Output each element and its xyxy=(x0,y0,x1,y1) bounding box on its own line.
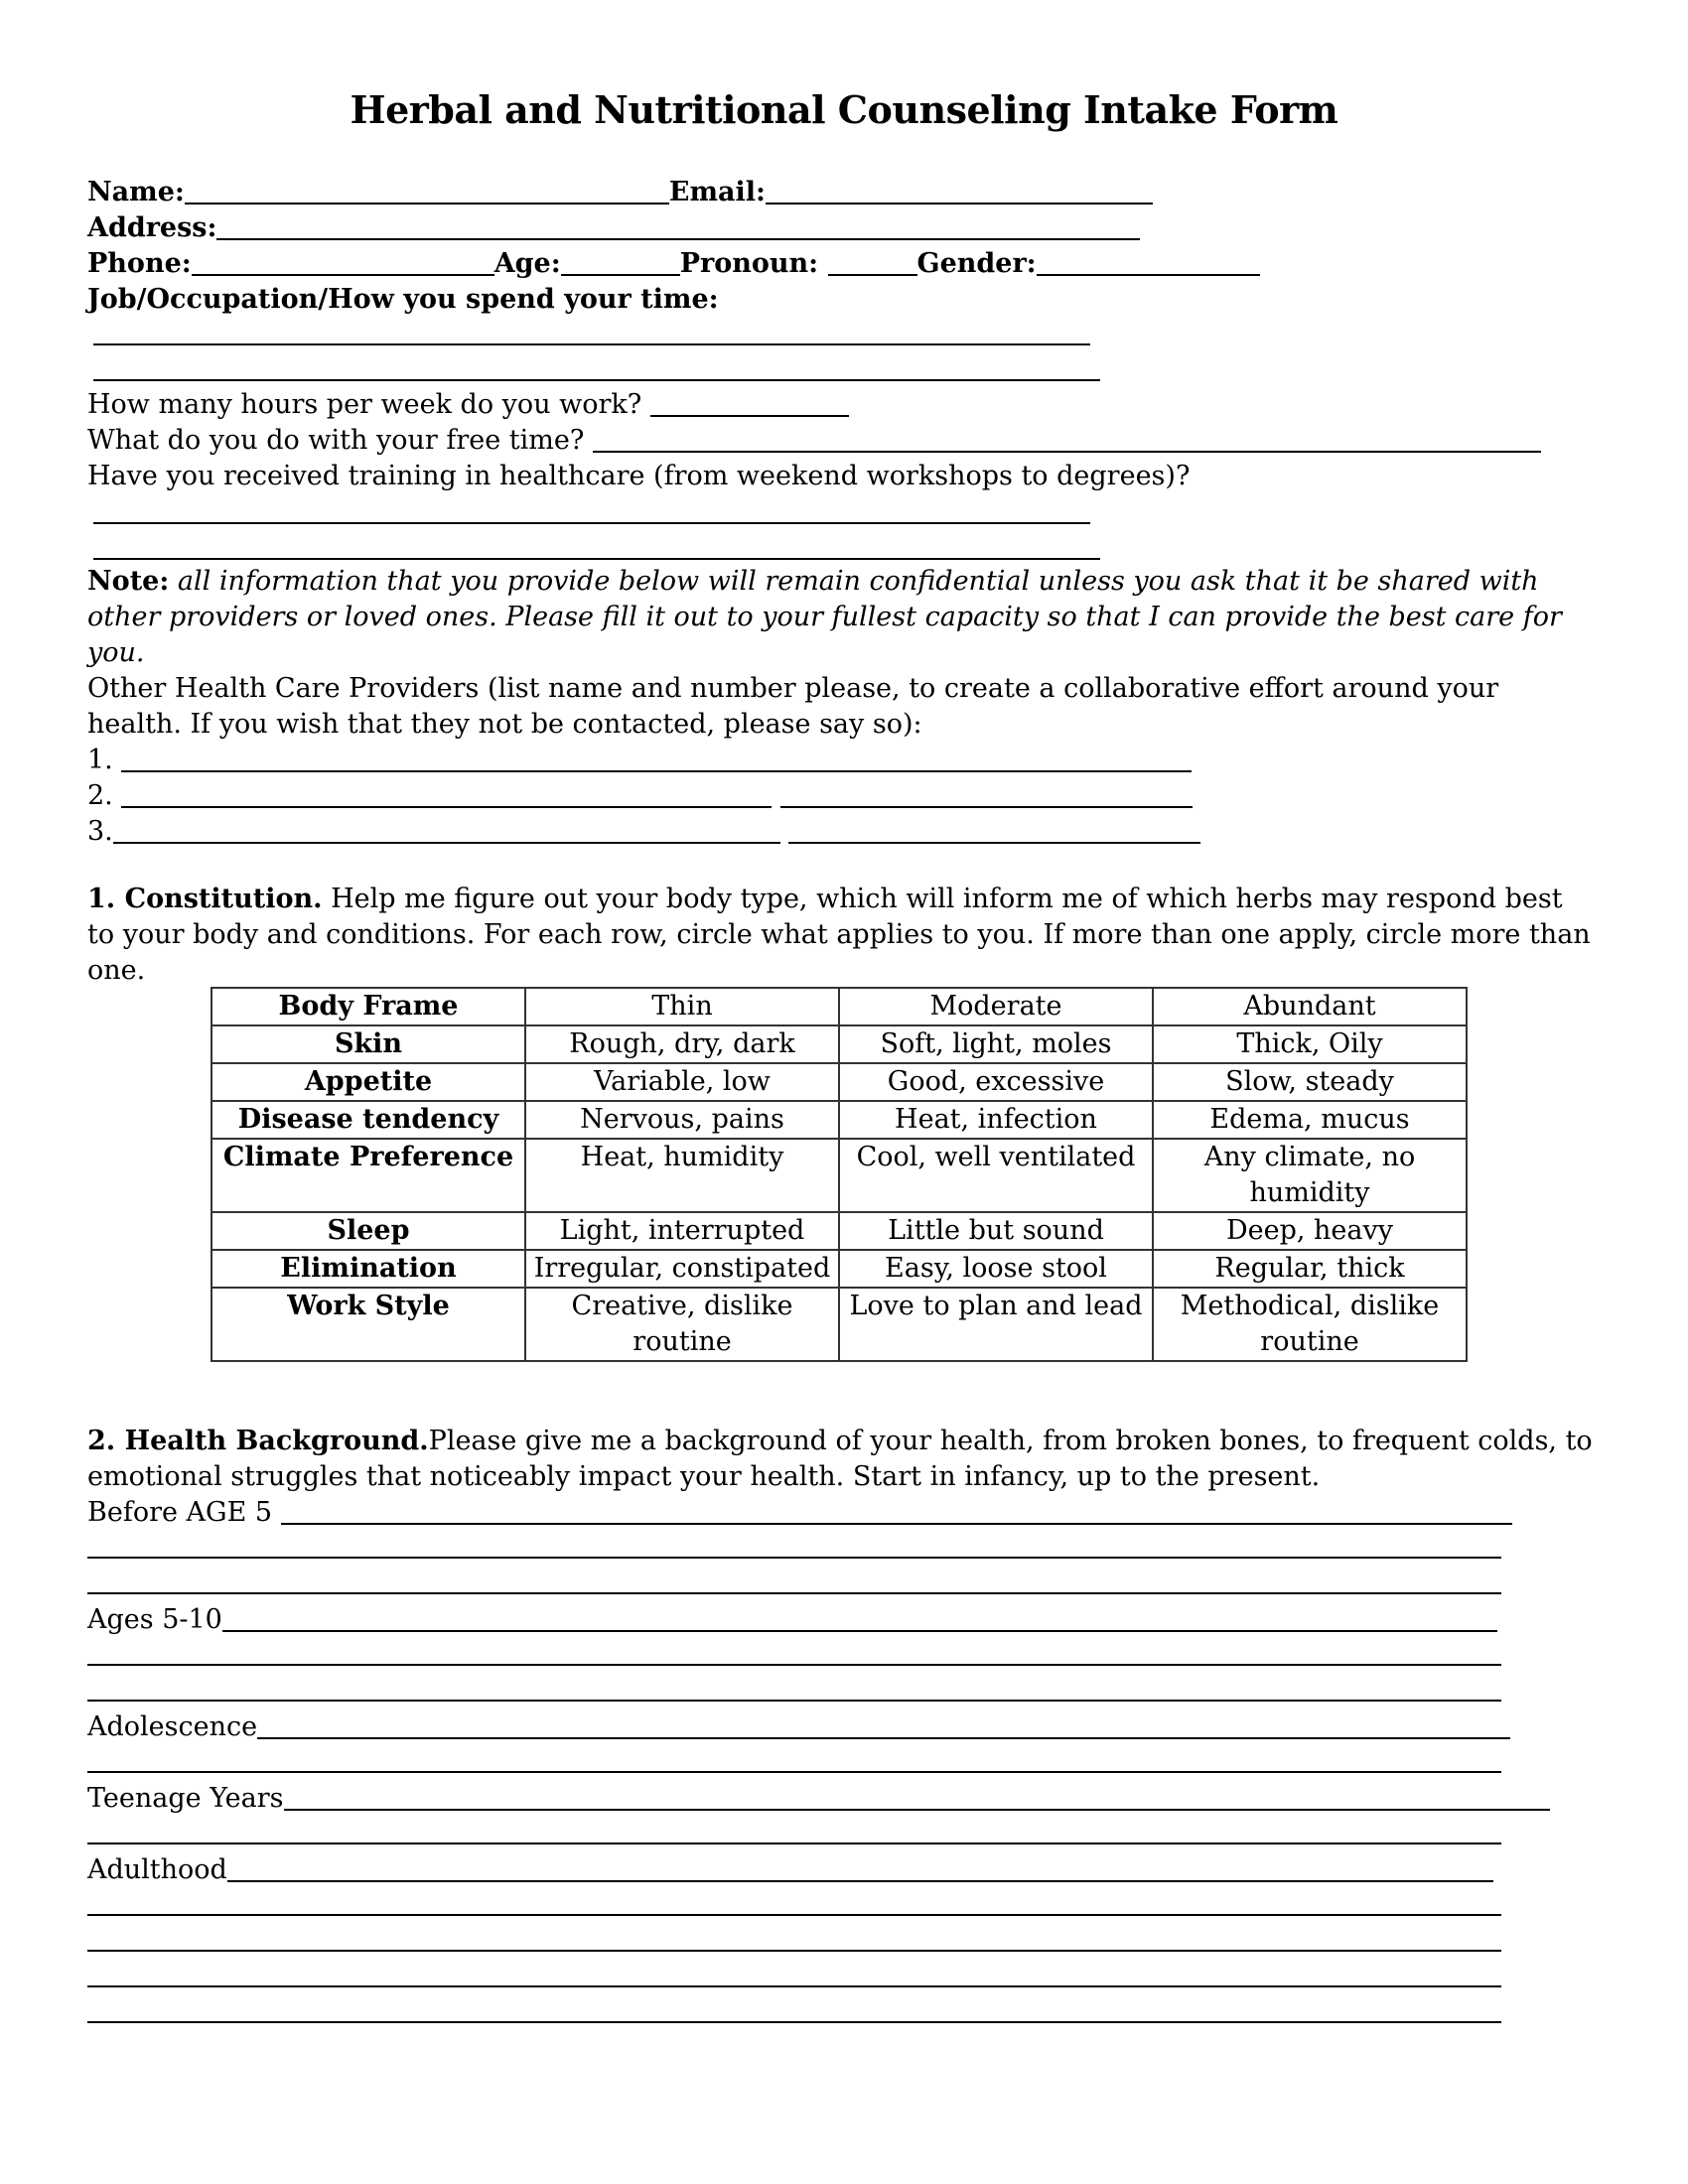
option-cell[interactable]: Love to plan and lead xyxy=(839,1288,1153,1361)
provider-2-number-field[interactable] xyxy=(780,780,1193,808)
option-cell[interactable]: Cool, well ventilated xyxy=(839,1139,1153,1212)
option-cell[interactable]: Thin xyxy=(525,988,839,1025)
constitution-heading: 1. Constitution. xyxy=(87,884,323,914)
table-row xyxy=(211,1288,1467,1361)
ages-5-10-row xyxy=(87,1602,1497,1638)
option-cell[interactable]: Nervous, pains xyxy=(525,1101,839,1139)
email-label: Email: xyxy=(668,177,767,207)
address-label: Address: xyxy=(87,212,217,243)
adulthood-row xyxy=(87,1852,1493,1888)
option-cell[interactable]: Creative, dislike routine xyxy=(525,1288,839,1361)
provider-number: 2. xyxy=(87,780,113,811)
note-text: all information that you provide below will remain confidential unless you ask that it be shared with other providers or loved ones. Please fill it out to your fullest capacity so that I can provide the best care for you. xyxy=(87,566,1562,668)
before-5-label: Before AGE 5 xyxy=(87,1497,273,1528)
table-row xyxy=(211,1139,1467,1212)
row-label: Sleep xyxy=(211,1212,525,1250)
adolescence-field[interactable] xyxy=(257,1711,1510,1739)
option-cell[interactable]: Soft, light, moles xyxy=(839,1025,1153,1063)
ages-5-10-line-3[interactable] xyxy=(87,1700,1501,1702)
adulthood-line-2[interactable] xyxy=(87,1914,1501,1916)
table-row xyxy=(211,1063,1467,1101)
teenage-row xyxy=(87,1781,1550,1817)
option-cell[interactable]: Little but sound xyxy=(839,1212,1153,1250)
health-intro xyxy=(87,1424,1597,1495)
row-label: Appetite xyxy=(211,1063,525,1101)
option-cell[interactable]: Abundant xyxy=(1153,988,1467,1025)
option-cell[interactable]: Rough, dry, dark xyxy=(525,1025,839,1063)
adulthood-line-4[interactable] xyxy=(87,1985,1501,1987)
option-cell[interactable]: Heat, infection xyxy=(839,1101,1153,1139)
health-text: Please give me a background of your health, from broken bones, to frequent colds, to emotional struggles that noticeably impact your health. Start in infancy, up to the present. xyxy=(87,1426,1593,1492)
note-label: Note: xyxy=(87,566,170,597)
gender-label: Gender: xyxy=(916,248,1037,279)
job-line-2[interactable] xyxy=(93,379,1100,381)
option-cell[interactable]: Regular, thick xyxy=(1153,1250,1467,1288)
pronoun-field[interactable] xyxy=(828,248,917,276)
row-label: Disease tendency xyxy=(211,1101,525,1139)
option-cell[interactable]: Variable, low xyxy=(525,1063,839,1101)
phone-label: Phone: xyxy=(87,248,192,279)
phone-field[interactable] xyxy=(192,248,494,276)
age-field[interactable] xyxy=(561,248,680,276)
address-row xyxy=(87,210,1140,246)
adolescence-row xyxy=(87,1709,1510,1745)
provider-row-3 xyxy=(87,814,1200,850)
free-time-question: What do you do with your free time? xyxy=(87,425,585,456)
age-label: Age: xyxy=(493,248,561,279)
option-cell[interactable]: Edema, mucus xyxy=(1153,1101,1467,1139)
row-label: Body Frame xyxy=(211,988,525,1025)
option-cell[interactable]: Deep, heavy xyxy=(1153,1212,1467,1250)
option-cell[interactable]: Irregular, constipated xyxy=(525,1250,839,1288)
adulthood-line-5[interactable] xyxy=(87,2021,1501,2023)
health-heading: 2. Health Background. xyxy=(87,1426,429,1456)
ages-5-10-field[interactable] xyxy=(222,1604,1497,1632)
option-cell[interactable]: Methodical, dislike routine xyxy=(1153,1288,1467,1361)
option-cell[interactable]: Slow, steady xyxy=(1153,1063,1467,1101)
teenage-field[interactable] xyxy=(284,1783,1550,1811)
ages-5-10-line-2[interactable] xyxy=(87,1664,1501,1666)
teenage-line-2[interactable] xyxy=(87,1843,1501,1844)
option-cell[interactable]: Moderate xyxy=(839,988,1153,1025)
free-time-row xyxy=(87,423,1541,459)
adulthood-line-3[interactable] xyxy=(87,1950,1501,1952)
hours-field[interactable] xyxy=(650,389,849,417)
option-cell[interactable]: Good, excessive xyxy=(839,1063,1153,1101)
option-cell[interactable]: Light, interrupted xyxy=(525,1212,839,1250)
name-field[interactable] xyxy=(185,177,669,205)
option-cell[interactable]: Easy, loose stool xyxy=(839,1250,1153,1288)
ages-5-10-label: Ages 5-10 xyxy=(87,1604,222,1635)
table-row xyxy=(211,1025,1467,1063)
table-row xyxy=(211,1212,1467,1250)
name-email-row xyxy=(87,175,1153,210)
option-cell[interactable]: Thick, Oily xyxy=(1153,1025,1467,1063)
option-cell[interactable]: Heat, humidity xyxy=(525,1139,839,1212)
name-label: Name: xyxy=(87,177,185,207)
form-title: Herbal and Nutritional Counseling Intake Form xyxy=(350,87,1338,132)
adolescence-line-2[interactable] xyxy=(87,1771,1501,1773)
address-field[interactable] xyxy=(216,212,1140,240)
provider-1-field[interactable] xyxy=(121,745,1192,772)
job-label: Job/Occupation/How you spend your time: xyxy=(87,284,719,315)
teenage-label: Teenage Years xyxy=(87,1783,284,1814)
job-line-1[interactable] xyxy=(93,343,1090,345)
training-line-2[interactable] xyxy=(93,558,1100,560)
provider-row-1 xyxy=(87,743,1192,778)
provider-number: 3. xyxy=(87,816,113,847)
before-5-line-2[interactable] xyxy=(87,1557,1501,1559)
table-row xyxy=(211,1250,1467,1288)
provider-3-number-field[interactable] xyxy=(788,816,1200,844)
constitution-text: Help me figure out your body type, which will inform me of which herbs may respond best to your body and conditions. For each row, circle what applies to you. If more than one apply, circle more than one. xyxy=(87,884,1591,986)
row-label: Skin xyxy=(211,1025,525,1063)
training-question: Have you received training in healthcare (from weekend workshops to degrees)? xyxy=(87,461,1191,491)
training-line-1[interactable] xyxy=(93,522,1090,524)
row-label: Elimination xyxy=(211,1250,525,1288)
before-5-field[interactable] xyxy=(281,1497,1512,1525)
providers-intro: Other Health Care Providers (list name and number please, to create a collaborative effort around your health. If you wish that they not be contacted, please say so): xyxy=(87,673,1499,740)
row-label: Work Style xyxy=(211,1288,525,1361)
adulthood-label: Adulthood xyxy=(87,1854,227,1885)
hours-question: How many hours per week do you work? xyxy=(87,389,642,420)
gender-field[interactable] xyxy=(1037,248,1260,276)
provider-number: 1. xyxy=(87,745,113,775)
free-time-field[interactable] xyxy=(593,425,1541,453)
before-5-row xyxy=(87,1495,1512,1531)
constitution-table xyxy=(211,987,1468,1362)
table-row xyxy=(211,1101,1467,1139)
email-field[interactable] xyxy=(766,177,1153,205)
before-5-line-3[interactable] xyxy=(87,1592,1501,1594)
row-label: Climate Preference xyxy=(211,1139,525,1212)
provider-row-2 xyxy=(87,778,1193,814)
hours-row xyxy=(87,387,849,423)
option-cell[interactable]: Any climate, no humidity xyxy=(1153,1139,1467,1212)
constitution-intro xyxy=(87,882,1597,989)
provider-2-name-field[interactable] xyxy=(121,780,772,808)
provider-3-name-field[interactable] xyxy=(113,816,780,844)
adolescence-label: Adolescence xyxy=(87,1711,258,1742)
pronoun-label: Pronoun: xyxy=(679,248,819,279)
confidentiality-note xyxy=(87,564,1597,671)
adulthood-field[interactable] xyxy=(227,1854,1493,1882)
table-row xyxy=(211,988,1467,1025)
phone-age-row xyxy=(87,246,1260,282)
